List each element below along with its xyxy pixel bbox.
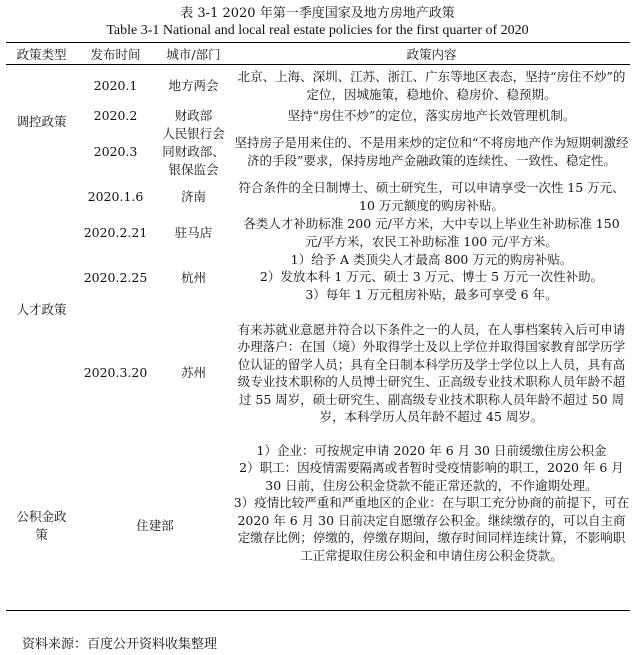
department-line: 银保监会	[168, 161, 219, 177]
department-line: 同财政部、	[162, 143, 225, 159]
row-department: 杭州	[180, 269, 206, 285]
content-line: 1）给予 A 类顶尖人才最高 800 万元的购房补贴。	[290, 251, 573, 267]
row-content: 符合条件的全日制博士、硕士研究生，可以申请享受一次性 15 万元、10 万元额度的购房补贴。	[238, 180, 625, 213]
table-row	[6, 179, 630, 215]
row-date: 2020.3	[93, 143, 138, 159]
row-date: 2020.1.6	[87, 188, 144, 204]
row-department: 地方两会	[168, 77, 219, 93]
table-row	[6, 65, 630, 107]
row-department: 苏州	[180, 365, 206, 380]
content-line: 3）每年 1 万元租房补贴，最多可享受 6 年。	[305, 286, 558, 302]
category-control-policy: 调控政策	[16, 113, 67, 129]
category-provident-fund-policy	[6, 442, 77, 611]
data-source-note: 资料来源：百度公开资料收集整理	[22, 637, 218, 652]
row-date: 2020.2	[93, 107, 138, 123]
content-line: 3）疫情比较严重和严重地区的企业：在与职工充分协商的前提下，可在 2020 年 6 月 30 日前决定自愿缴存公积金。继续缴存的，可以自主商定缴存比例；停缴的，停缴存期间，缴存时间同样连续计算，不影响职工正常提取住房公积金和申请住房公积金贷款。	[233, 495, 630, 563]
row-department	[154, 125, 233, 179]
department-line: 人民银行会	[162, 125, 225, 141]
header-city-department: 城市/部门	[154, 43, 233, 65]
table-caption-cn: 表 3-1 2020 年第一季度国家及地方房地产政策	[180, 6, 455, 21]
row-department: 驻马店	[174, 224, 213, 240]
row-content	[233, 251, 630, 305]
table-caption-en: Table 3-1 National and local real estate policies for the first quarter of 2020	[106, 23, 529, 38]
table-row	[6, 215, 630, 251]
policy-table	[6, 42, 630, 611]
row-department: 济南	[180, 188, 206, 204]
row-content: 各类人才补助标准 200 元/平方米，大中专以上毕业生补助标准 150 元/平方米，农民工补助标准 100 元/平方米。	[243, 216, 620, 249]
table-header-row	[6, 43, 630, 65]
row-department: 财政部	[174, 107, 213, 123]
category-talent-policy: 人才政策	[16, 302, 67, 317]
row-department: 住建部	[77, 442, 233, 611]
header-policy-content: 政策内容	[233, 43, 630, 65]
row-content: 坚持“房住不炒”的定位，落实房地产长效管理机制。	[287, 107, 576, 123]
row-date: 2020.3.20	[83, 365, 148, 380]
row-content	[233, 442, 630, 611]
table-row	[6, 251, 630, 305]
content-line: 2）发放本科 1 万元、硕士 3 万元、博士 5 万元一次性补助。	[259, 269, 604, 284]
content-line: 1）企业：可按规定申请 2020 年 6 月 30 日前缓缴住房公积金	[256, 442, 607, 458]
category-line: 公积金政	[16, 508, 67, 524]
header-policy-type: 政策类型	[6, 43, 77, 65]
table-row	[6, 125, 630, 179]
table-row	[6, 305, 630, 442]
row-date: 2020.2.25	[83, 269, 148, 285]
row-content: 坚持房子是用来住的、不是用来炒的定位和“不将房地产作为短期刺激经济的手段”要求，保持房地产金融政策的连续性、一致性、稳定性。	[234, 135, 629, 168]
header-release-date: 发布时间	[77, 43, 154, 65]
table-row	[6, 442, 630, 611]
category-line: 策	[35, 526, 48, 542]
row-content: 北京、上海、深圳、江苏、浙江、广东等地区表态，坚持“房住不炒”的定位，因城施策，稳地价、稳房价、稳预期。	[237, 69, 626, 102]
row-date: 2020.1	[93, 77, 138, 93]
row-date: 2020.2.21	[83, 224, 148, 240]
content-line: 2）职工：因疫情需要隔离或者暂时受疫情影响的职工，2020 年 6 月 30 日前，住房公积金贷款不能正常还款的，不作逾期处理。	[239, 460, 624, 493]
table-row	[6, 107, 630, 125]
row-content: 有来苏就业意愿并符合以下条件之一的人员，在人事档案转入后可申请办理落户：在国（境）外取得学士及以上学位并取得国家教育部学历学位认证的留学人员；具有全日制本科学历及学士学位以上人员，具有高级专业技术职称的人员博士研究生、正高级专业技术职称人员年龄不超过 55 周岁，硕士研究生、副高级专业技术职称人员年龄不超过 50 周岁，本科学历人员年龄不超过 45 周岁。	[237, 321, 626, 424]
